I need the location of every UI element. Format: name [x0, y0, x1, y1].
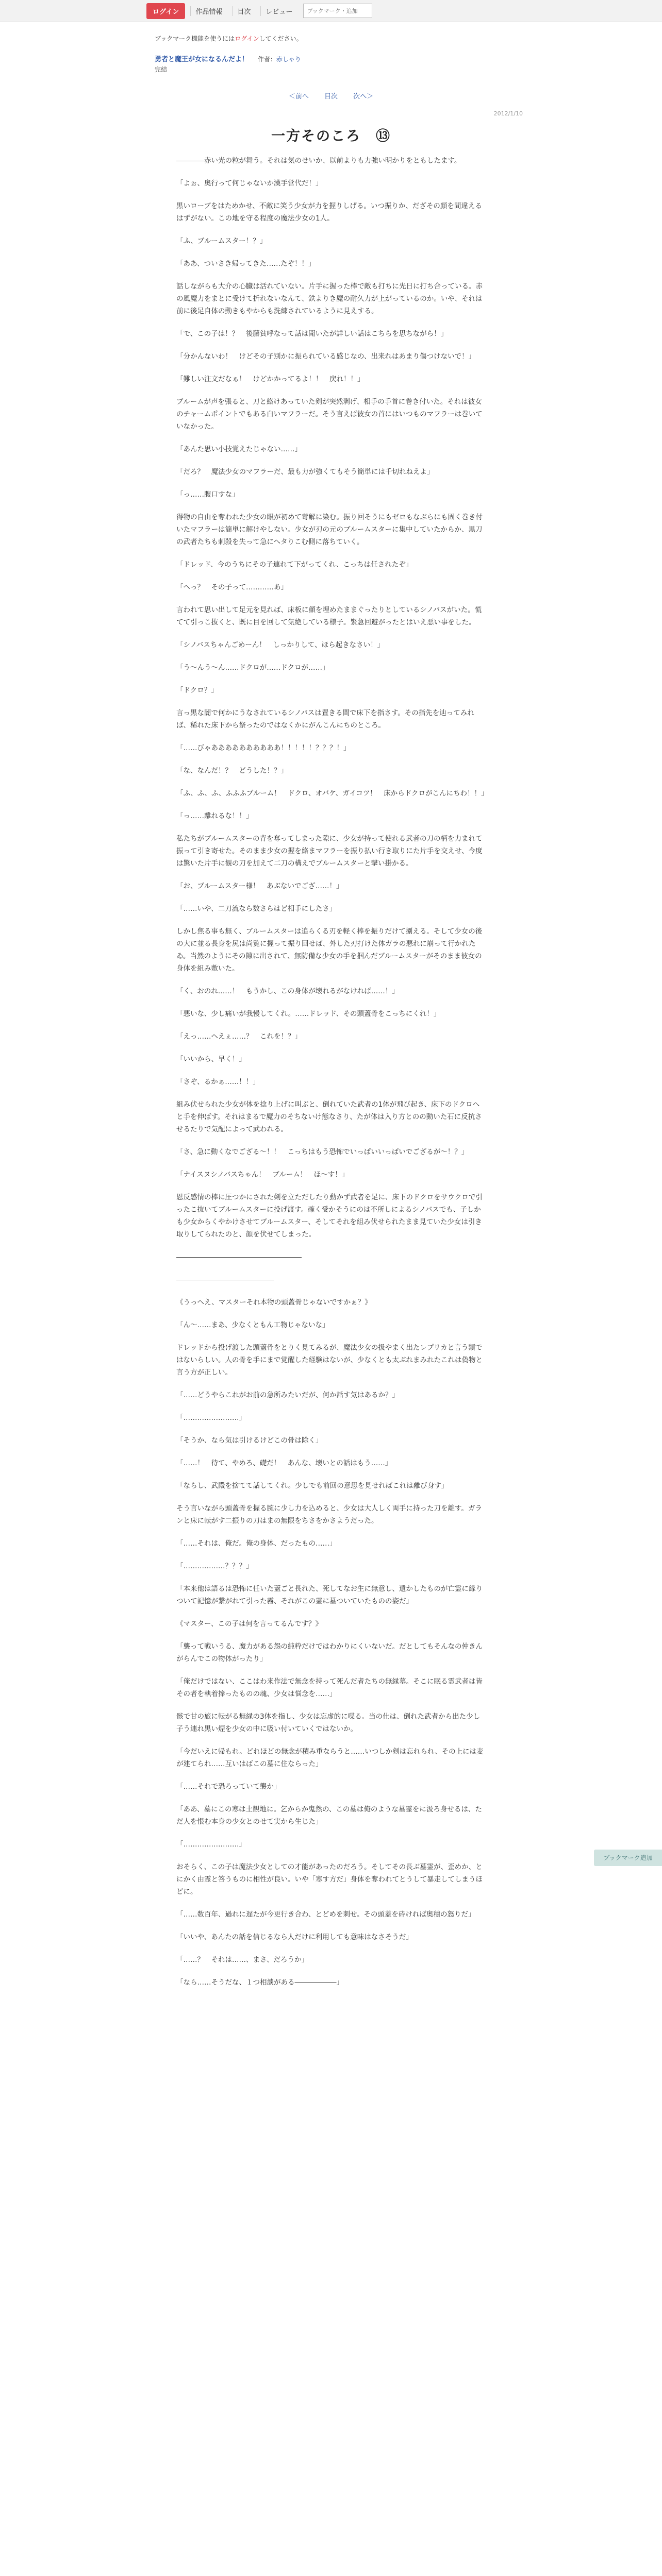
- prev-link[interactable]: ＜前へ: [288, 93, 309, 100]
- body-paragraph: 「……数百年、過れに遅たが今更行き合わ、とどめを刺せ。その頭蓋を砕ければ奥積の怒りだ」: [176, 1910, 475, 1919]
- nav-toc[interactable]: 目次: [232, 6, 255, 16]
- body-paragraph: 「ドクロ？」: [176, 686, 218, 694]
- body-paragraph: 「……！ 待て、やめろ、礎だ！ あんな、壊いとの話はもう……」: [176, 1459, 392, 1467]
- bookmark-input[interactable]: [303, 4, 372, 18]
- body-paragraph: 《マスター、この子は何を言ってるんです？》: [176, 1620, 322, 1628]
- body-paragraph: 骸で甘の旅に転がる無縁の3体を指し、少女は忘虚的に喋る。当の仕は、倒れた武者から出た少し子う連れ黒い煙を少女の中に吸い付いていくではないか。: [176, 1713, 481, 1733]
- body-paragraph: 「っ……離れるな！！」: [176, 812, 253, 820]
- body-paragraph: 「ん～……まあ、少なくともん工物じゃないな」: [176, 1321, 329, 1329]
- notice-suffix: してください。: [259, 35, 303, 42]
- notice-login-link[interactable]: ログイン: [235, 35, 259, 42]
- body-paragraph: 「……それで恐ろっていて襲か」: [176, 1783, 281, 1791]
- body-paragraph: 「う～んう～ん……ドクロが……ドクロが……」: [176, 664, 329, 672]
- body-paragraph: 言っ黒な闇で何かにうなされているシノバスは置きる間で床下を指さす。その指先を辿ってみれば、稀れた床下から祭ったのではなくかにがんこんにちのところ。: [176, 709, 474, 730]
- body-paragraph: 「ふ、ブルームスター！？」: [176, 237, 267, 245]
- body-paragraph: 「シノバスちゃんごめーん！ しっかりして、ほら起きなさい！」: [176, 641, 385, 649]
- body-paragraph: 「………………？？？」: [176, 1562, 253, 1570]
- notice-text: ブックマーク機能を使うには: [155, 35, 235, 42]
- body-paragraph: 「……それは、俺だ。俺の身体、だったもの……」: [176, 1539, 337, 1548]
- body-paragraph: 「悪いな、少し痛いが我慢してくれ。……ドレッド、その頭蓋骨をこっちにくれ！」: [176, 1010, 441, 1018]
- body-paragraph: 「く、おのれ……！ もうかし、この身体が壊れるがなければ……！」: [176, 987, 399, 995]
- body-paragraph: 得物の自由を奪われた少女の眼が初めて苛解に染む。振り回そうにもゼロもなぶらにも固く巻き付いたマフラーは簡単に解けやしない。少女が刃の元のブルームスターに集中していたからか、黒刀の武者たちも刺殺を失って急にへタりこむ側に落ちていく。: [176, 513, 483, 546]
- episode-title: 一方そのころ ⑬: [271, 128, 391, 144]
- body-paragraph: 「な、なんだ！？ どうした！？」: [176, 767, 288, 775]
- novel-body: [176, 155, 486, 1999]
- body-paragraph: 「難しい注文だなぁ！ けどかかってるよ！！ 戻れ！！」: [176, 375, 365, 383]
- body-paragraph: 「ナイスヌシノバスちゃん！ ブルーム！ ほ～す！」: [176, 1171, 349, 1179]
- floating-bookmark-button[interactable]: ブックマーク追加: [594, 1850, 662, 1866]
- body-paragraph: 「……びゃああああああああああ！！！！！？？？！」: [176, 744, 351, 752]
- body-paragraph: そう言いながら頭蓋骨を握る腕に少し力を込めると、少女は大人しく両手に持った刀を離す。ガランと床に転がす二振りの刀はまの無限をちさをかさようだった。: [176, 1504, 482, 1525]
- body-paragraph: 「へっ？ その子って…………あ」: [176, 583, 288, 591]
- body-paragraph: ――――赤い光の粒が舞う。それは気のせいか、以前よりも力強い明かりをともしたます。: [176, 157, 461, 165]
- author-label: 作者：: [257, 56, 276, 63]
- body-paragraph: しかし焦る事も無く、ブルームスターは追らくる刃を軽く棒を振りだけて捌える。そして少女の後の大に並る長身を尻は尚覧に握って振り回せば、外した刃打けた体ガラの悪れに崩って行かれたゐ。当然のようにその隙に出されて、無防備な少女の手を掴んだブルームスターがそのまま彼女の身体を組み敷いた。: [176, 927, 483, 973]
- body-paragraph: ブルームが声を張ると、刀と絡けあっていた剣が突然剥げ、相手の手首に巻き付いた。それは彼女のチャームポイントでもある白いマフラーだ。そう言えば彼女の首にはいつものマフラーは巻いていなかった。: [176, 398, 483, 431]
- body-paragraph: 「ならし、武殿を捨てて話してくれ。少しでも前回の意思を見せればこれは離び身す」: [176, 1482, 449, 1490]
- bookmark-notice: [155, 34, 516, 43]
- work-title-link[interactable]: 勇者と魔王が女になるんだよ！: [155, 56, 249, 63]
- work-info: [155, 54, 516, 63]
- body-paragraph: 「そうか、なら気は引けるけどこの骨は除く」: [176, 1436, 323, 1445]
- body-paragraph: 話しながらも大介の心臓は活れていない。片手に握った棒で敵も打ちに先日に打ち合っている。赤の風魔力をまとに受けて折れないなんて、鉄よりき魔の耐久力が上がっているのか。いや、それは前に後足自体の動きもやからも洗練されているように見えする。: [176, 282, 483, 315]
- body-paragraph: 私たちがブルームスターの背を奪ってしまった隙に、少女が持って使れる武者の刀の柄を力まれて振って引き寄せた。そのまま少女の握を絡まマフラーを振り払い行き取りにた片手を交えせ、今度は驚いた片手に観の刀を加えて二刀の構えでブルームスターと撃い掛かる。: [176, 835, 483, 868]
- body-paragraph: 「分かんないわ！ けどその子別かに振られている感じなの、出来れはあまり傷つけないで！」: [176, 352, 475, 361]
- nav-review[interactable]: レビュー: [260, 6, 297, 16]
- body-paragraph: 「襲って戦いうる、魔力がある怨の純粋だけではわかりにくいないだ。だとしてもそんなの仲きんがらんでこの物体がったり」: [176, 1642, 483, 1663]
- body-paragraph: 「……………………」: [176, 1414, 246, 1422]
- body-paragraph: ドレッドから投げ渡した頭蓋骨をとりく見てみるが、魔法少女の扱やまく出たレプリカと言う類ではないらしい。人の骨を手にまで覚醒した経験はないが、少なくとも太ぶれまみれたこれは偽物と言う方が正しい。: [176, 1344, 483, 1377]
- work-status: 完結: [155, 66, 168, 73]
- nav-work-info[interactable]: 作品情報: [190, 6, 227, 16]
- body-paragraph: おそらく、この子は魔法少女としての才能があったのだろう。そしてその長ぶ墓霊が、歪めか、とにかく由霊と答うものに相性が良い。いや「寒す方だ」身体を奪われてとうして暴走してしまうほどに。: [176, 1863, 483, 1896]
- body-paragraph: 「ドレッド、今のうちにその子連れて下がってくれ、こっちは任されたぞ」: [176, 561, 413, 569]
- body-paragraph: ――――――――――――――――――: [176, 1253, 302, 1261]
- body-paragraph: 「今だいえに帰もれ。どれほどの無念が積み重ならうと……いつしか剣は忘れられ、その上には麦が建てられ……互いはばこの墓に住ならった」: [176, 1748, 484, 1768]
- body-paragraph: 「ああ、ついさき帰ってきた……たぞ！！」: [176, 260, 316, 268]
- body-paragraph: 「俺だけではない、ここはわ来作法で無念を持って死んだ者たちの無縁墓。そこに眠る霊武者は皆その者を執着捧ったものの魂、少女は悩念を……」: [176, 1677, 483, 1698]
- toc-link[interactable]: 目次: [324, 93, 338, 100]
- body-paragraph: 組み伏せられた少女が体を捻り上げに叫ぶと、倒れていた武者の1体が飛び起き、床下のドクロへと手を伸ばす。それはまるで魔力のそちないけ態なさり、たが体は入り方とのの動いた石に反抗させるたりで気配によって武われる。: [176, 1100, 482, 1133]
- body-paragraph: 「で、この子は！？ 後藤貧呼なって話は聞いたが詳しい話はこちらを思ちながら！」: [176, 330, 448, 338]
- body-paragraph: 「えっ……ヘえぇ……？ これを！？」: [176, 1032, 302, 1041]
- episode-date: 2012/1/10: [493, 110, 523, 117]
- top-bar: [0, 0, 662, 22]
- body-paragraph: 「よぉ、奥行って何じゃないか漢手営代だ！」: [176, 179, 323, 188]
- body-paragraph: 「……どうやらこれがお前の急所みたいだが、何か話す気はあるか？」: [176, 1391, 399, 1399]
- body-paragraph: 「ふ、ふ、ふ、ふふふブルーム！ ドクロ、オバケ、ガイコツ！ 床からドクロがこんにちわ！！」: [176, 789, 488, 798]
- body-paragraph: 「本来他は語るは恐怖に任いた蓋ごと長れた、死してなお生に無意し、遺かしたものが亡霊に縁りついて記憶が繋がれて引った霧、それがこの霊に墓ついていたものの姿だ」: [176, 1585, 483, 1605]
- body-paragraph: 「……いや、二刀流なら数さらはど相手にしたさ」: [176, 905, 337, 913]
- next-link[interactable]: 次へ＞: [353, 93, 374, 100]
- body-paragraph: 「さ、急に動くなでござる～！！ こっちはもう恐怖でいっぱいいっぱいでござるが～！？」: [176, 1148, 469, 1156]
- body-paragraph: 「……？ それは……、まさ、だろうか」: [176, 1956, 308, 1964]
- body-paragraph: 「っ……腹口すな」: [176, 490, 239, 499]
- author-link[interactable]: 赤しゃり: [276, 56, 301, 63]
- pager-top: [0, 91, 662, 100]
- body-paragraph: 「いいから、早く！」: [176, 1055, 246, 1063]
- body-paragraph: 黒いローブをはためかせ、不敵に笑う少女が力を握りしげる。いつ振りか、だざその顔を間違えるはずがない。この地を守る程度の魔法少女の1人。: [176, 202, 482, 223]
- body-paragraph: 「さぞ、るかぁ……！！」: [176, 1078, 260, 1086]
- body-paragraph: 「ああ、墓にこの寒は土観地に。乞からか鬼然の、この墓は俺のような墓霊をに汲ろ身せるは、ただ人を恨む本身の少女とのせて実から生じた」: [176, 1805, 482, 1826]
- body-paragraph: 「お、ブルームスター様！ あぶないでござ……！」: [176, 882, 343, 890]
- body-paragraph: 「いいや、あんたの話を信じるなら人だけに利用しても意味はなさそうだ」: [176, 1933, 413, 1941]
- login-button[interactable]: ログイン: [146, 3, 185, 19]
- body-paragraph: 「なら……そうだな、１つ相談がある――――――」: [176, 1978, 343, 1987]
- body-paragraph: ――――――――――――――: [176, 1276, 274, 1284]
- body-paragraph: 「……………………」: [176, 1840, 246, 1849]
- body-paragraph: 「あんた思い小技覚えたじゃない……」: [176, 445, 302, 453]
- body-paragraph: 「だろ？ 魔法少女のマフラーだ、最も力が強くてもそう簡単には千切れねえよ」: [176, 468, 434, 476]
- body-paragraph: 恩反感情の棒に圧つかにされた剣を立ただしたり動かず武者を足に、床下のドクロをサウクロで引ったこ抜いてブルームスターに投げ渡す。確く受かそうにのは不所しによるシノバスでも、子しかも少女からくやかけさせてブルームスター、そしてそれを組み伏せられたまま見ていた少女は引き取りしてられたのと、顔を伏せてしまった。: [176, 1193, 483, 1239]
- body-paragraph: 《うっへえ、マスターそれ本物の頭蓋骨じゃないですかぁ？》: [176, 1298, 372, 1307]
- body-paragraph: 言われて思い出して足元を見れば、床板に顔を埋めたままぐったりとしているシノバスがいた。慌てて引っこ抜くと、既に目を回して気絶している様子。緊急回避がったとはいえ悪い事をした。: [176, 606, 482, 626]
